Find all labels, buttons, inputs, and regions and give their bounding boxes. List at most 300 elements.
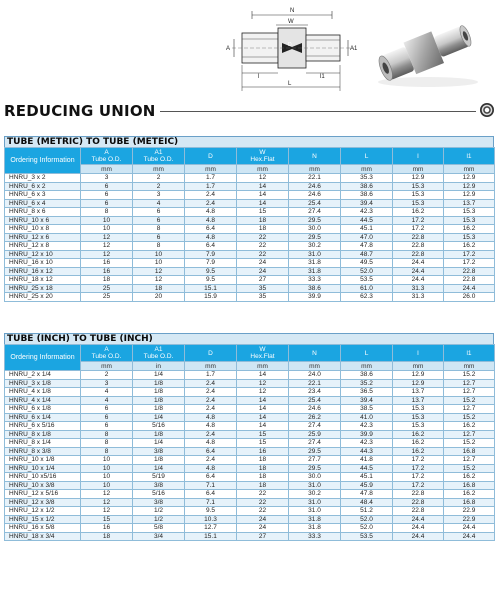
table-cell: 8: [133, 225, 185, 234]
table-row: [5, 233, 495, 242]
table-row: [5, 507, 495, 516]
table-cell: 22.1: [289, 174, 341, 183]
table-cell: 24.4: [393, 532, 444, 541]
table-cell: 25.4: [289, 199, 341, 208]
col-l1-header: l1: [444, 345, 495, 362]
table-cell: 6.4: [185, 242, 237, 251]
table-cell: 3: [81, 174, 133, 183]
table-cell: 17.2: [393, 481, 444, 490]
table-cell: 13.7: [444, 199, 495, 208]
table-cell: 24.6: [289, 405, 341, 414]
table-cell: 12: [237, 174, 289, 183]
table-row: [5, 464, 495, 473]
table-cell: 15.2: [444, 371, 495, 380]
table-row: [5, 524, 495, 533]
table-cell: 49.5: [341, 259, 393, 268]
table-cell: 15.9: [185, 293, 237, 302]
metric-table-section: [4, 136, 494, 302]
table-cell: 12.9: [393, 371, 444, 380]
table-cell: 6: [81, 413, 133, 422]
table-cell: 12.9: [393, 174, 444, 183]
ordering-code-cell: HNRU_25 x 18: [5, 284, 81, 293]
unit-cell: mm: [185, 165, 237, 174]
ordering-code-cell: HNRU_8 x 1/4: [5, 439, 81, 448]
unit-cell: mm: [237, 362, 289, 371]
table-cell: 23.4: [289, 388, 341, 397]
table-row: [5, 379, 495, 388]
table-cell: 1/8: [133, 388, 185, 397]
table-cell: 16.8: [444, 481, 495, 490]
table-cell: 6: [133, 216, 185, 225]
table-cell: 36.5: [341, 388, 393, 397]
table-cell: 17.2: [444, 250, 495, 259]
table-cell: 6.4: [185, 490, 237, 499]
ordering-code-cell: HNRU_12 x 1/2: [5, 507, 81, 516]
table-cell: 16.2: [444, 422, 495, 431]
table-row: [5, 439, 495, 448]
ordering-code-cell: HNRU_6 x 2: [5, 182, 81, 191]
table-cell: 31.3: [393, 293, 444, 302]
table-cell: 6.4: [185, 473, 237, 482]
table-cell: 12.7: [444, 405, 495, 414]
table-cell: 12.7: [444, 430, 495, 439]
table-cell: 27.4: [289, 439, 341, 448]
table-cell: 30.0: [289, 473, 341, 482]
table-cell: 52.0: [341, 267, 393, 276]
table-row: [5, 490, 495, 499]
table-cell: 6: [81, 199, 133, 208]
ordering-code-cell: HNRU_18 x 3/4: [5, 532, 81, 541]
table-cell: 7.9: [185, 250, 237, 259]
table-row: [5, 267, 495, 276]
unit-cell: mm: [81, 165, 133, 174]
table-cell: 29.5: [289, 216, 341, 225]
table-cell: 12: [237, 388, 289, 397]
table-cell: 17.2: [393, 473, 444, 482]
table-cell: 22.8: [393, 507, 444, 516]
table-cell: 4.8: [185, 422, 237, 431]
table-cell: 1.7: [185, 174, 237, 183]
page-title: REDUCING UNION: [4, 102, 156, 120]
table-cell: 42.3: [341, 208, 393, 217]
table-cell: 14: [237, 405, 289, 414]
ordering-code-cell: HNRU_12 x 5/16: [5, 490, 81, 499]
table-cell: 12: [81, 498, 133, 507]
table-cell: 2: [133, 174, 185, 183]
table-cell: 33.3: [289, 276, 341, 285]
table-cell: 30.2: [289, 242, 341, 251]
table-cell: 16: [237, 447, 289, 456]
table-cell: 22: [237, 233, 289, 242]
table-cell: 26.2: [289, 413, 341, 422]
ordering-code-cell: HNRU_8 x 1/8: [5, 430, 81, 439]
table-cell: 16.2: [393, 439, 444, 448]
table-cell: 31.8: [289, 259, 341, 268]
table-row: [5, 396, 495, 405]
table-cell: 2.4: [185, 456, 237, 465]
table-cell: 4.8: [185, 208, 237, 217]
table-cell: 12.7: [444, 456, 495, 465]
table-cell: 4.8: [185, 439, 237, 448]
table-cell: 6: [81, 405, 133, 414]
table-cell: 16.2: [393, 447, 444, 456]
table-cell: 3: [133, 191, 185, 200]
col-w-header: W Hex.Flat: [237, 345, 289, 362]
table-cell: 1/8: [133, 456, 185, 465]
table-cell: 10: [133, 259, 185, 268]
table-cell: 1/8: [133, 379, 185, 388]
table-cell: 47.8: [341, 242, 393, 251]
col-d-header: D: [185, 345, 237, 362]
ordering-code-cell: HNRU_15 x 1/2: [5, 515, 81, 524]
table-cell: 26.0: [444, 293, 495, 302]
drawing-label-w: W: [288, 19, 294, 25]
table-cell: 6: [133, 233, 185, 242]
table-cell: 38.6: [289, 284, 341, 293]
table-cell: 15.3: [444, 216, 495, 225]
table-cell: 31.0: [289, 250, 341, 259]
table-cell: 10: [81, 473, 133, 482]
ordering-code-cell: HNRU_4 x 1/4: [5, 396, 81, 405]
table-cell: 31.0: [289, 507, 341, 516]
table-cell: 15.3: [393, 405, 444, 414]
table-cell: 4: [81, 388, 133, 397]
col-a-header: A Tube O.D.: [81, 148, 133, 165]
table-cell: 1.7: [185, 371, 237, 380]
table-cell: 7.1: [185, 498, 237, 507]
table-cell: 6: [81, 182, 133, 191]
table-cell: 2: [133, 182, 185, 191]
table-cell: 1/4: [133, 464, 185, 473]
table-cell: 24.6: [289, 182, 341, 191]
table-cell: 47.8: [341, 490, 393, 499]
table-row: [5, 225, 495, 234]
table-cell: 12.9: [444, 191, 495, 200]
table-cell: 1/8: [133, 405, 185, 414]
table-cell: 44.5: [341, 216, 393, 225]
table-cell: 15.2: [444, 413, 495, 422]
title-divider: [160, 111, 476, 112]
table-cell: 2.4: [185, 199, 237, 208]
table-cell: 17.2: [444, 259, 495, 268]
table-cell: 18: [237, 216, 289, 225]
table-cell: 14: [237, 422, 289, 431]
col-l-small-header: l: [393, 148, 444, 165]
table-cell: 8: [81, 439, 133, 448]
table-cell: 13.7: [393, 388, 444, 397]
inch-table-section: [4, 333, 494, 541]
table-cell: 22: [237, 242, 289, 251]
col-ordering-header: Ordering Information: [5, 148, 81, 174]
table-cell: 24.4: [393, 267, 444, 276]
table-cell: 31.0: [289, 481, 341, 490]
table-cell: 35: [237, 284, 289, 293]
ordering-code-cell: HNRU_16 x 12: [5, 267, 81, 276]
table-cell: 16.2: [444, 473, 495, 482]
table-cell: 12.9: [393, 379, 444, 388]
ordering-code-cell: HNRU_2 x 1/4: [5, 371, 81, 380]
ordering-code-cell: HNRU_4 x 1/8: [5, 388, 81, 397]
table-cell: 61.0: [341, 284, 393, 293]
table-row: [5, 413, 495, 422]
table-row: [5, 447, 495, 456]
table-cell: 24: [237, 259, 289, 268]
unit-cell: mm: [289, 362, 341, 371]
table-cell: 42.3: [341, 422, 393, 431]
table-cell: 2.4: [185, 388, 237, 397]
table-cell: 24.6: [289, 191, 341, 200]
table-cell: 1/8: [133, 430, 185, 439]
table-cell: 31.3: [393, 284, 444, 293]
table-row: [5, 216, 495, 225]
table-cell: 6.4: [185, 225, 237, 234]
table-cell: 29.5: [289, 464, 341, 473]
table-row: [5, 208, 495, 217]
table-cell: 18: [237, 456, 289, 465]
table-cell: 31.8: [289, 267, 341, 276]
table-cell: 6: [81, 422, 133, 431]
table-cell: 10: [81, 481, 133, 490]
col-w-header: W Hex.Flat: [237, 148, 289, 165]
table-cell: 17.2: [393, 225, 444, 234]
table-cell: 14: [237, 371, 289, 380]
ordering-code-cell: HNRU_18 x 12: [5, 276, 81, 285]
table-cell: 27.7: [289, 456, 341, 465]
table-cell: 15.2: [444, 396, 495, 405]
table-cell: 14: [237, 413, 289, 422]
table-cell: 8: [81, 447, 133, 456]
table-cell: 12: [133, 276, 185, 285]
table-cell: 5/8: [133, 524, 185, 533]
table-cell: 14: [237, 396, 289, 405]
table-cell: 45.9: [341, 481, 393, 490]
table-cell: 2.4: [185, 405, 237, 414]
ordering-code-cell: HNRU_10 x 1/8: [5, 456, 81, 465]
ordering-code-cell: HNRU_8 x 3/8: [5, 447, 81, 456]
table-cell: 1/4: [133, 439, 185, 448]
drawing-label-l-small: l: [258, 74, 260, 80]
table-row: [5, 456, 495, 465]
table-cell: 31.0: [289, 498, 341, 507]
table-cell: 4.8: [185, 216, 237, 225]
table-cell: 24: [237, 515, 289, 524]
table-cell: 22.8: [393, 242, 444, 251]
table-cell: 41.0: [341, 413, 393, 422]
table-row: [5, 473, 495, 482]
table-cell: 2.4: [185, 396, 237, 405]
table-cell: 44.5: [341, 464, 393, 473]
table-cell: 14: [237, 199, 289, 208]
table-cell: 25: [81, 284, 133, 293]
bullet-icon: [480, 103, 494, 117]
table-cell: 12: [81, 250, 133, 259]
table-cell: 39.4: [341, 199, 393, 208]
table-cell: 7.1: [185, 481, 237, 490]
table-cell: 24: [237, 524, 289, 533]
inch-table: [4, 344, 495, 541]
table-cell: 1/2: [133, 515, 185, 524]
table-cell: 14: [237, 191, 289, 200]
table-cell: 38.6: [341, 371, 393, 380]
table-cell: 1/8: [133, 396, 185, 405]
table-cell: 27: [237, 532, 289, 541]
unit-cell: mm: [393, 165, 444, 174]
table-cell: 16.8: [444, 498, 495, 507]
table-cell: 3/4: [133, 532, 185, 541]
table-cell: 16: [81, 524, 133, 533]
table-cell: 10: [81, 456, 133, 465]
table-row: [5, 405, 495, 414]
ordering-code-cell: HNRU_10 x 3/8: [5, 481, 81, 490]
ordering-code-cell: HNRU_16 x 10: [5, 259, 81, 268]
table-cell: 16.2: [393, 430, 444, 439]
table-cell: 1/4: [133, 413, 185, 422]
table-row: [5, 481, 495, 490]
table-cell: 5/16: [133, 490, 185, 499]
col-l1-header: l1: [444, 148, 495, 165]
unit-cell: mm: [444, 165, 495, 174]
table-cell: 16.8: [444, 447, 495, 456]
ordering-code-cell: HNRU_10 x 1/4: [5, 464, 81, 473]
table-cell: 6.4: [185, 447, 237, 456]
table-cell: 22.8: [444, 267, 495, 276]
table-cell: 18: [237, 473, 289, 482]
table-cell: 12: [81, 233, 133, 242]
table-cell: 16.2: [444, 490, 495, 499]
col-a1-header: A1 Tube O.D.: [133, 148, 185, 165]
ordering-code-cell: HNRU_6 x 3: [5, 191, 81, 200]
table-cell: 24.4: [444, 532, 495, 541]
ordering-code-cell: HNRU_16 x 5/8: [5, 524, 81, 533]
ordering-code-cell: HNRU_12 x 8: [5, 242, 81, 251]
table-row: [5, 430, 495, 439]
col-a1-header: A1 Tube O.D.: [133, 345, 185, 362]
table-row: [5, 515, 495, 524]
table-cell: 27.4: [289, 422, 341, 431]
table-cell: 22.1: [289, 379, 341, 388]
table-cell: 8: [81, 208, 133, 217]
table-cell: 24.4: [444, 524, 495, 533]
table-cell: 25.4: [289, 396, 341, 405]
table-cell: 41.8: [341, 456, 393, 465]
table-cell: 31.8: [289, 524, 341, 533]
table-row: [5, 174, 495, 183]
drawing-label-n: N: [290, 8, 295, 14]
col-l-header: L: [341, 345, 393, 362]
table-cell: 24.4: [393, 259, 444, 268]
table-cell: 22.8: [393, 490, 444, 499]
table-row: [5, 422, 495, 431]
table-cell: 62.3: [341, 293, 393, 302]
ordering-code-cell: HNRU_6 x 4: [5, 199, 81, 208]
table-cell: 4.8: [185, 233, 237, 242]
col-n-header: N: [289, 345, 341, 362]
table-cell: 15: [237, 439, 289, 448]
table-cell: 24.4: [393, 524, 444, 533]
table-cell: 9.5: [185, 267, 237, 276]
table-cell: 22: [237, 490, 289, 499]
table-cell: 15.3: [393, 191, 444, 200]
table-cell: 18: [133, 284, 185, 293]
table-cell: 2.4: [185, 379, 237, 388]
table-cell: 4.8: [185, 413, 237, 422]
table-cell: 12.9: [444, 174, 495, 183]
table-cell: 10: [81, 225, 133, 234]
metric-table: [4, 147, 495, 302]
table-cell: 5/19: [133, 473, 185, 482]
table-cell: 20: [133, 293, 185, 302]
col-n-header: N: [289, 148, 341, 165]
table-row: [5, 532, 495, 541]
unit-cell: mm: [237, 165, 289, 174]
table-cell: 3/8: [133, 481, 185, 490]
table-row: [5, 498, 495, 507]
table-row: [5, 182, 495, 191]
table-cell: 12: [81, 507, 133, 516]
table-cell: 13.7: [393, 396, 444, 405]
table-cell: 22.9: [444, 515, 495, 524]
table-cell: 15: [237, 430, 289, 439]
table-cell: 15: [81, 515, 133, 524]
table-cell: 38.6: [341, 191, 393, 200]
table-cell: 18: [237, 481, 289, 490]
ordering-code-cell: HNRU_10 x 6: [5, 216, 81, 225]
table-cell: 1/4: [133, 371, 185, 380]
table-cell: 29.5: [289, 447, 341, 456]
unit-cell: mm: [341, 165, 393, 174]
table-row: [5, 242, 495, 251]
table-cell: 12: [133, 267, 185, 276]
table-row: [5, 284, 495, 293]
table-cell: 5/16: [133, 422, 185, 431]
table-cell: 8: [81, 430, 133, 439]
col-l-small-header: l: [393, 345, 444, 362]
table-cell: 42.3: [341, 439, 393, 448]
table-cell: 48.4: [341, 498, 393, 507]
table-cell: 24.4: [393, 515, 444, 524]
drawing-label-d: D: [288, 42, 292, 48]
table-cell: 18: [237, 464, 289, 473]
table-cell: 6: [81, 191, 133, 200]
table-cell: 51.2: [341, 507, 393, 516]
title-row: [4, 102, 494, 122]
table-cell: 1.7: [185, 182, 237, 191]
fitting-photo: [368, 8, 486, 90]
table-cell: 12: [81, 242, 133, 251]
table-cell: 33.3: [289, 532, 341, 541]
drawing-label-l1: l1: [320, 74, 325, 80]
unit-cell: mm: [185, 362, 237, 371]
unit-cell: in: [133, 362, 185, 371]
table-cell: 45.1: [341, 225, 393, 234]
table-cell: 16.2: [393, 208, 444, 217]
unit-cell: mm: [133, 165, 185, 174]
table-row: [5, 276, 495, 285]
table-cell: 15.3: [444, 233, 495, 242]
table-cell: 27.4: [289, 208, 341, 217]
table-cell: 12.7: [185, 524, 237, 533]
table-cell: 3/8: [133, 447, 185, 456]
ordering-code-cell: HNRU_12 x 3/8: [5, 498, 81, 507]
table-cell: 15.3: [393, 422, 444, 431]
unit-cell: mm: [81, 362, 133, 371]
drawing-label-l: L: [288, 81, 292, 87]
inch-section-title: TUBE (INCH) TO TUBE (INCH): [4, 333, 494, 344]
table-cell: 22.8: [444, 276, 495, 285]
table-row: [5, 191, 495, 200]
table-cell: 35.3: [341, 174, 393, 183]
table-row: [5, 293, 495, 302]
